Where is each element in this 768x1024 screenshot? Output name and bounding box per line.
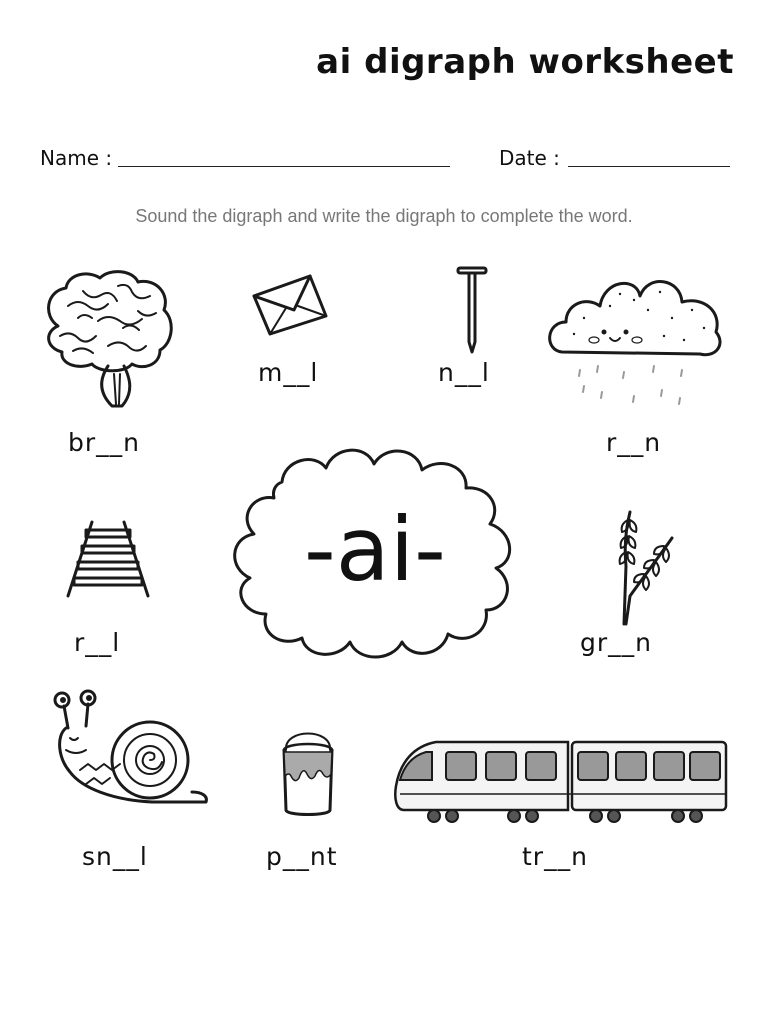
word-rail: r__l <box>74 628 121 657</box>
train-icon <box>390 736 732 828</box>
center-digraph: -ai- <box>304 498 446 601</box>
word-train: tr__n <box>522 842 588 871</box>
railway-track-icon <box>62 518 154 600</box>
word-nail: n__l <box>438 358 490 387</box>
word-rain: r__n <box>606 428 662 457</box>
word-mail: m__l <box>258 358 319 387</box>
digraph-cloud <box>222 442 528 668</box>
date-label: Date : <box>499 146 560 170</box>
paint-bucket-icon <box>278 722 338 818</box>
word-grain: gr__n <box>580 628 652 657</box>
snail-icon <box>52 688 212 812</box>
name-field[interactable] <box>118 166 450 167</box>
name-label: Name : <box>40 146 113 170</box>
brain-icon <box>38 266 178 421</box>
word-brain: br__n <box>68 428 140 457</box>
nail-icon <box>452 264 492 356</box>
word-snail: sn__l <box>82 842 148 871</box>
word-paint: p__nt <box>266 842 338 871</box>
wheat-icon <box>600 506 680 630</box>
envelope-icon <box>250 272 330 338</box>
instruction-text: Sound the digraph and write the digraph to complete the word. <box>135 206 633 226</box>
rain-cloud-icon <box>544 266 724 411</box>
date-field[interactable] <box>568 166 730 167</box>
worksheet-title: ai digraph worksheet <box>316 42 734 82</box>
